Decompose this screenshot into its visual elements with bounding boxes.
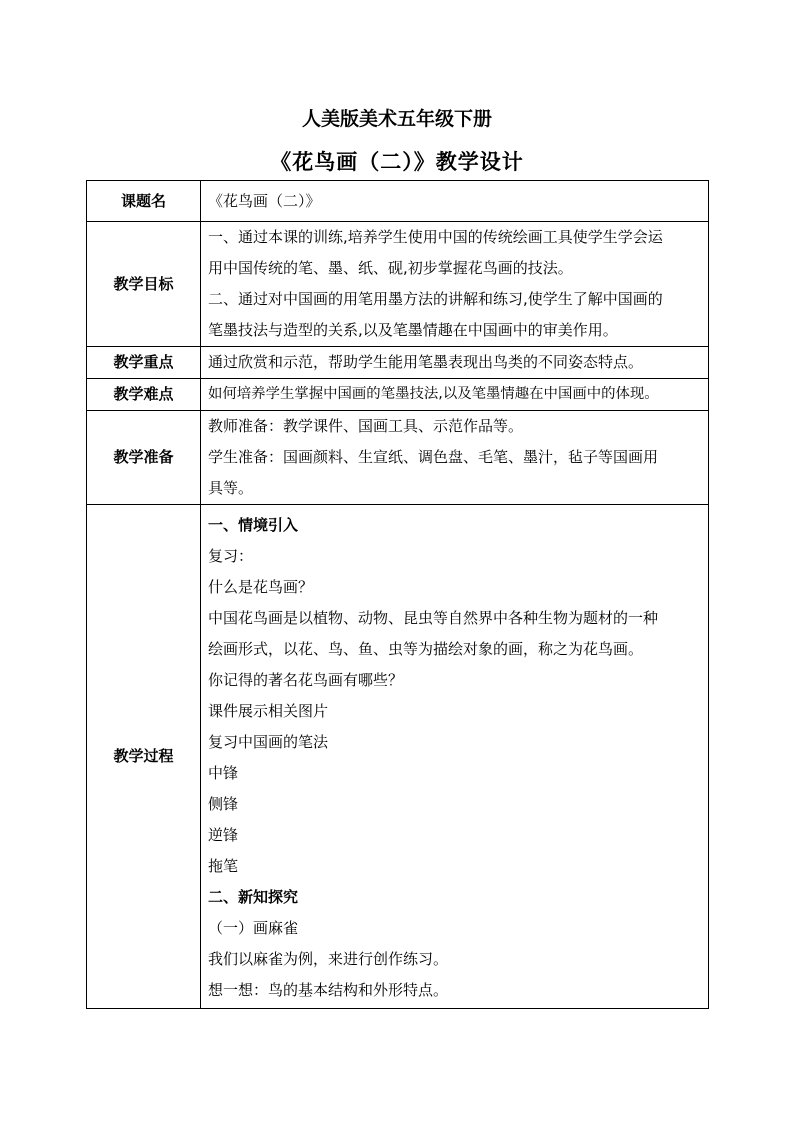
text-line: 你记得的著名花鸟画有哪些？: [208, 670, 404, 689]
document-title: 人美版美术五年级下册: [301, 108, 492, 130]
text-line: 中国花鸟画是以植物、动物、昆虫等自然界中各种生物为题材的一种: [208, 608, 659, 627]
table-row-objectives: [87, 222, 709, 347]
text-line: 我们以麻雀为例，来进行创作练习。: [208, 949, 449, 968]
row-content-key-points: [201, 347, 709, 379]
table-row-topic: [87, 181, 709, 222]
table-row-preparation: [87, 411, 709, 505]
text-line: 二、通过对中国画的用笔用墨方法的讲解和练习,使学生了解中国画的: [208, 290, 663, 308]
row-content-difficulties: [201, 379, 709, 411]
text-line: 如何培养学生掌握中国画的笔墨技法,以及笔墨情趣在中国画中的体现。: [208, 386, 659, 402]
text-line: 教师准备：教学课件、国画工具、示范作品等。: [208, 417, 524, 435]
row-label-objectives: 教学目标: [87, 222, 201, 347]
lesson-plan-table: [86, 180, 709, 1009]
row-content-process: [201, 505, 709, 1009]
text-line: 课件展示相关图片: [208, 701, 329, 720]
text-line: 复习中国画的笔法: [208, 732, 329, 751]
row-label-difficulties: 教学难点: [87, 379, 201, 411]
text-line: 通过欣赏和示范，帮助学生能用笔墨表现出鸟类的不同姿态特点。: [208, 353, 644, 371]
text-line: 想一想：鸟的基本结构和外形特点。: [208, 980, 449, 999]
row-label-key-points: 教学重点: [87, 347, 201, 379]
table-row-process: [87, 505, 709, 1009]
text-line: 什么是花鸟画？: [208, 577, 314, 596]
text-line: 绘画形式，以花、鸟、鱼、虫等为描绘对象的画，称之为花鸟画。: [208, 639, 644, 658]
text-line: 中锋: [208, 763, 239, 782]
table-row-difficulties: [87, 379, 709, 411]
row-label-preparation: 教学准备: [87, 411, 201, 505]
text-line: 复习：: [208, 546, 254, 565]
row-label-topic: 课题名: [87, 181, 201, 222]
section-heading: 一、情境引入: [208, 515, 299, 534]
text-line: 拖笔: [208, 856, 239, 875]
section-heading: 二、新知探究: [208, 887, 299, 906]
table-row-key-points: [87, 347, 709, 379]
text-line: 用中国传统的笔、墨、纸、砚,初步掌握花鸟画的技法。: [208, 259, 573, 277]
text-line: 笔墨技法与造型的关系,以及笔墨情趣在中国画中的审美作用。: [208, 321, 618, 339]
text-line: 侧锋: [208, 794, 239, 813]
row-content-topic: [201, 181, 709, 222]
row-content-objectives: [201, 222, 709, 347]
text-line: 一、通过本课的训练,培养学生使用中国的传统绘画工具使学生学会运: [208, 228, 663, 246]
row-content-preparation: [201, 411, 709, 505]
text-line: 《花鸟画（二）》: [208, 191, 321, 210]
text-line: （一）画麻雀: [208, 918, 299, 937]
text-line: 逆锋: [208, 825, 239, 844]
row-label-process: 教学过程: [87, 505, 201, 1009]
text-line: 具等。: [208, 479, 254, 497]
text-line: 学生准备：国画颜料、生宣纸、调色盘、毛笔、墨汁，毡子等国画用: [208, 448, 659, 466]
document-subtitle: 《花鸟画（二）》教学设计: [270, 150, 524, 174]
